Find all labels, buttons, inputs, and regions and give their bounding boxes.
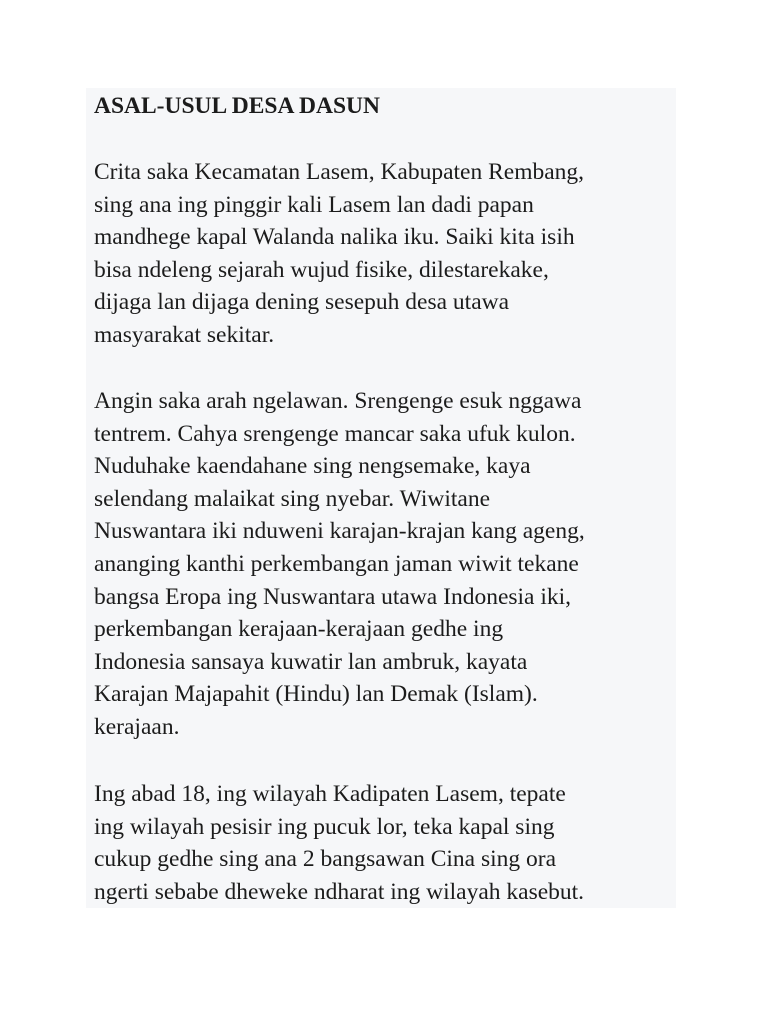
paragraph-line: Nuswantara iki nduweni karajan-krajan kang ageng, bbox=[94, 518, 585, 545]
paragraph-line: Ing abad 18, ing wilayah Kadipaten Lasem, tepate bbox=[94, 781, 566, 807]
document-title: ASAL-USUL DESA DASUN bbox=[94, 93, 380, 119]
paragraph-line: dijaga lan dijaga dening sesepuh desa utawa bbox=[94, 289, 510, 316]
paragraph-line: bisa ndeleng sejarah wujud fisike, dilestarekake, bbox=[94, 256, 549, 283]
paragraph-line: Nuduhake kaendahane sing nengsemake, kaya bbox=[94, 453, 531, 480]
paragraph-line: Karajan Majapahit (Hindu) lan Demak (Islam). bbox=[94, 681, 538, 708]
paragraph-line: kerajaan. bbox=[94, 713, 180, 740]
paragraph-line: perkembangan kerajaan-kerajaan gedhe ing bbox=[94, 616, 504, 643]
paragraph-line: cukup gedhe sing ana 2 bangsawan Cina sing ora bbox=[94, 846, 557, 873]
paragraph-line: ananging kanthi perkembangan jaman wiwit tekane bbox=[94, 550, 579, 577]
paragraph-3 bbox=[94, 778, 584, 908]
paragraph-line: mandhege kapal Walanda nalika iku. Saiki kita isih bbox=[94, 224, 575, 251]
paragraph-line: masyarakat sekitar. bbox=[94, 321, 275, 348]
document-text-area bbox=[86, 88, 676, 908]
paragraph-line: bangsa Eropa ing Nuswantara utawa Indonesia iki, bbox=[94, 583, 572, 610]
paragraph-line: selendang malaikat sing nyebar. Wiwitane bbox=[94, 485, 491, 512]
paragraph-line: Crita saka Kecamatan Lasem, Kabupaten Rembang, bbox=[94, 159, 585, 185]
paragraph-line: tentrem. Cahya srengenge mancar saka ufuk kulon. bbox=[94, 420, 576, 447]
paragraph-2 bbox=[94, 385, 585, 744]
paragraph-line: sing ana ing pinggir kali Lasem lan dadi papan bbox=[94, 191, 534, 218]
paragraph-line: ngerti sebabe dheweke ndharat ing wilayah kasebut. bbox=[94, 878, 585, 905]
paragraph-line: Indonesia sansaya kuwatir lan ambruk, kayata bbox=[94, 648, 528, 675]
paragraph-1 bbox=[94, 156, 584, 352]
paragraph-line: ing wilayah pesisir ing pucuk lor, teka kapal sing bbox=[94, 813, 555, 840]
paragraph-line: Angin saka arah ngelawan. Srengenge esuk nggawa bbox=[94, 388, 582, 414]
